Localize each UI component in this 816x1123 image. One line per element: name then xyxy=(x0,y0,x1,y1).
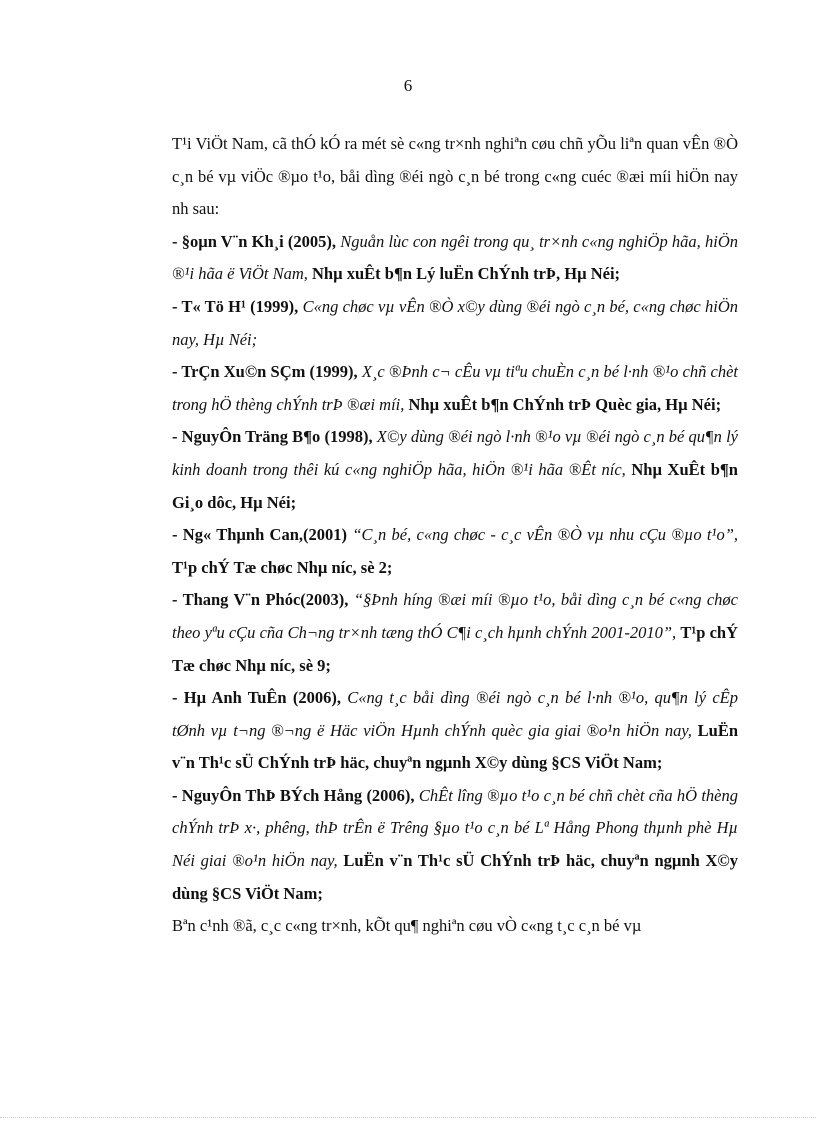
reference-author: - T« Tö H¹ (1999), xyxy=(172,296,299,316)
intro-line-2: quan vÊn ®Ò c¸n bé vµ viÖc ®µo t¹o, båi dìng ®éi ngò c¸n bé trong c«ng cuéc xyxy=(172,134,739,186)
reference-publisher: Nhµ xuÊt b¶n ChÝnh trÞ Quèc gia, Hµ Néi; xyxy=(408,394,722,414)
reference-title: “C¸n bé, c«ng chøc - c¸c vÊn ®Ò vµ nhu cÇu ®µo t¹o”, xyxy=(352,525,738,545)
closing-line: Bªn c¹nh ®ã, c¸c c«ng tr×nh, kÕt qu¶ nghiªn cøu vÒ c«ng t¸c c¸n bé vµ xyxy=(172,916,642,936)
reference-publisher: T¹p chÝ Tæ chøc Nhµ níc, sè 2; xyxy=(172,557,393,577)
reference-title: C«ng chøc vµ vÊn ®Ò x©y dùng ®éi ngò c¸n bé, c«ng chøc hiÖn nay, Hµ Néi; xyxy=(172,296,739,349)
page-bottom-border xyxy=(0,1117,816,1118)
reference-title: “§Þnh híng ®æi míi ®µo t¹o, båi dìng c¸n bé c«ng chøc theo yªu cÇu cña Ch¬ng tr×nh tæng thÓ C¶i c¸ch hµnh chÝnh 2001-2010”, xyxy=(172,590,739,642)
intro-line-1: T¹i ViÖt Nam, cã thÓ kÓ ra mét sè c«ng tr×nh nghiªn cøu chñ yÕu liªn xyxy=(172,134,643,153)
reference-4 xyxy=(172,421,738,519)
reference-publisher: LuËn v¨n Th¹c sÜ ChÝnh trÞ häc, chuyªn ngµnh X©y dùng §CS ViÖt Nam; xyxy=(172,851,738,903)
reference-author: - NguyÔn ThÞ BÝch Hång (2006), xyxy=(172,785,415,805)
page-number: 6 xyxy=(403,76,413,95)
reference-5 xyxy=(172,519,738,584)
reference-2 xyxy=(172,291,738,356)
reference-8 xyxy=(172,780,738,910)
reference-author: - NguyÔn Träng B¶o (1998), xyxy=(172,427,373,447)
reference-title: ChÊt lîng ®µo t¹o c¸n bé chñ chèt cña hÖ thèng chÝnh trÞ x·, phêng, thÞ trÊn ë Trêng §µo t¹o c¸n bé Lª Hång Phong thµnh phè Hµ Néi giai ®o¹n hiÖn nay, xyxy=(172,785,739,871)
reference-title: C«ng t¸c båi dìng ®éi ngò c¸n bé l·nh ®¹o, qu¶n lý cÊp tØnh vµ t¬ng ®¬ng ë Häc viÖn Hµnh chÝnh quèc gia giai ®o¹n hiÖn nay, xyxy=(172,688,739,740)
reference-publisher: LuËn v¨n Th¹c sÜ ChÝnh trÞ häc, chuyªn ngµnh X©y dùng §CS ViÖt Nam; xyxy=(172,720,739,773)
reference-author: - Ng« Thµnh Can,(2001) xyxy=(172,525,348,545)
reference-author: - Hµ Anh TuÊn (2006), xyxy=(172,688,341,708)
reference-title: X©y dùng ®éi ngò l·nh ®¹o vµ ®éi ngò c¸n bé qu¶n lý kinh doanh trong thêi kú c«ng nghiÖp hãa, hiÖn ®¹i hãa ®Êt níc, xyxy=(172,427,738,479)
reference-author: - TrÇn Xu©n SÇm (1999), xyxy=(172,362,358,382)
reference-7 xyxy=(172,682,738,780)
reference-title: X¸c ®Þnh c¬ cÊu vµ tiªu chuÈn c¸n bé l·nh ®¹o chñ chèt trong hÖ thèng chÝnh trÞ ®æi míi, xyxy=(172,362,738,414)
reference-publisher: Nhµ xuÊt b¶n Lý luËn ChÝnh trÞ, Hµ Néi; xyxy=(312,264,621,284)
reference-title: Nguån lùc con ngêi trong qu¸ tr×nh c«ng nghiÖp hãa, hiÖn ®¹i hãa ë ViÖt Nam, xyxy=(172,231,739,284)
intro-line-3: ®æi míi hiÖn nay nh sau: xyxy=(172,166,739,219)
reference-author: - §oµn V¨n Kh¸i (2005), xyxy=(172,231,337,251)
reference-publisher: Nhµ XuÊt b¶n Gi¸o dôc, Hµ Néi; xyxy=(172,459,738,512)
intro-paragraph xyxy=(172,128,738,226)
document-body xyxy=(172,128,738,943)
reference-3 xyxy=(172,356,738,421)
closing-paragraph xyxy=(172,910,738,943)
reference-1 xyxy=(172,226,738,291)
reference-publisher: T¹p chÝ Tæ chøc Nhµ níc, sè 9; xyxy=(172,622,739,675)
reference-author: - Thang V¨n Phóc(2003), xyxy=(172,590,349,610)
reference-6 xyxy=(172,584,738,682)
